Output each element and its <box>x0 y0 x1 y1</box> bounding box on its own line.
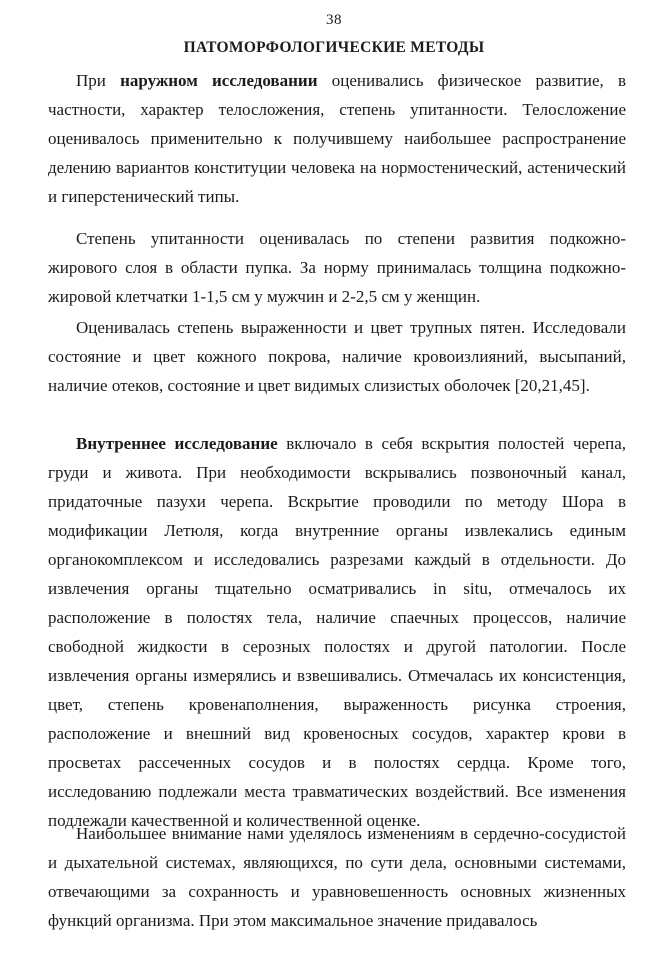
paragraph-text <box>48 224 626 311</box>
paragraph-lead: При <box>76 71 121 90</box>
paragraph-emphasis: Внутреннее исследование <box>76 434 278 453</box>
paragraph-body: Оценивалась степень выраженности и цвет трупных пятен. Исследовали состояние и цвет кожного покрова, наличие кровоизлияний, высыпаний, наличие отеков, состояние и цвет видимых слизистых оболочек [20,21,45]. <box>48 318 626 395</box>
paragraph-body: включало в себя вскрытия полостей черепа, груди и живота. При необходимости вскрывались позвоночный канал, придаточные пазухи черепа. Вскрытие проводили по методу Шора в модификации Летюля, когда внутренние органы извлекались единым органокомплексом и исследовались разрезами каждый в отдельности. До извлечения органы тщательно осматривались in situ, отмечалось их расположение в полостях тела, наличие спаечных процессов, наличие свободной жидкости в серозных полостях и другой патологии. После извлечения органы измерялись и взвешивались. Отмечалась их консистенция, цвет, степень кровенаполнения, выраженность рисунка строения, расположение и внешний вид кровеносных сосудов, характер крови в просветах рассеченных сосудов и в полостях сердца. Кроме того, исследованию подлежали места травматических воздействий. Все изменения подлежали качественной и количественной оценке. <box>48 434 626 830</box>
paragraph-cardio-respiratory <box>48 819 626 935</box>
paragraph-text <box>48 429 626 835</box>
page-number: 38 <box>326 12 342 28</box>
paragraph-internal-exam <box>48 429 626 835</box>
paragraph-body: Наибольшее внимание нами уделялось изменениям в сердечно-сосудистой и дыхательной системах, являющихся, по сути дела, основными системами, отвечающими за сохранность и уравновешенность основных жизненных функций организма. При этом максимальное значение придавалось <box>48 824 626 930</box>
paragraph-body: Степень упитанности оценивалась по степени развития подкожно-жирового слоя в области пупка. За норму принималась толщина подкожно-жировой клетчатки 1-1,5 см у мужчин и 2-2,5 см у женщин. <box>48 229 626 306</box>
paragraph-text <box>48 313 626 400</box>
paragraph-external-exam <box>48 66 626 211</box>
paragraph-skin <box>48 313 626 400</box>
paragraph-emphasis: наружном исследовании <box>120 71 318 90</box>
paragraph-text <box>48 819 626 935</box>
paragraph-nutrition <box>48 224 626 311</box>
section-title: ПАТОМОРФОЛОГИЧЕСКИЕ МЕТОДЫ <box>183 39 485 56</box>
paragraph-body: оценивались физическое развитие, в частности, характер телосложения, степень упитанности. Телосложение оценивалось применительно к получившему наибольшее распространение делению вариантов конституции человека на нормостенический, астенический и гиперстенический типы. <box>48 71 627 206</box>
paragraph-text <box>48 66 626 211</box>
